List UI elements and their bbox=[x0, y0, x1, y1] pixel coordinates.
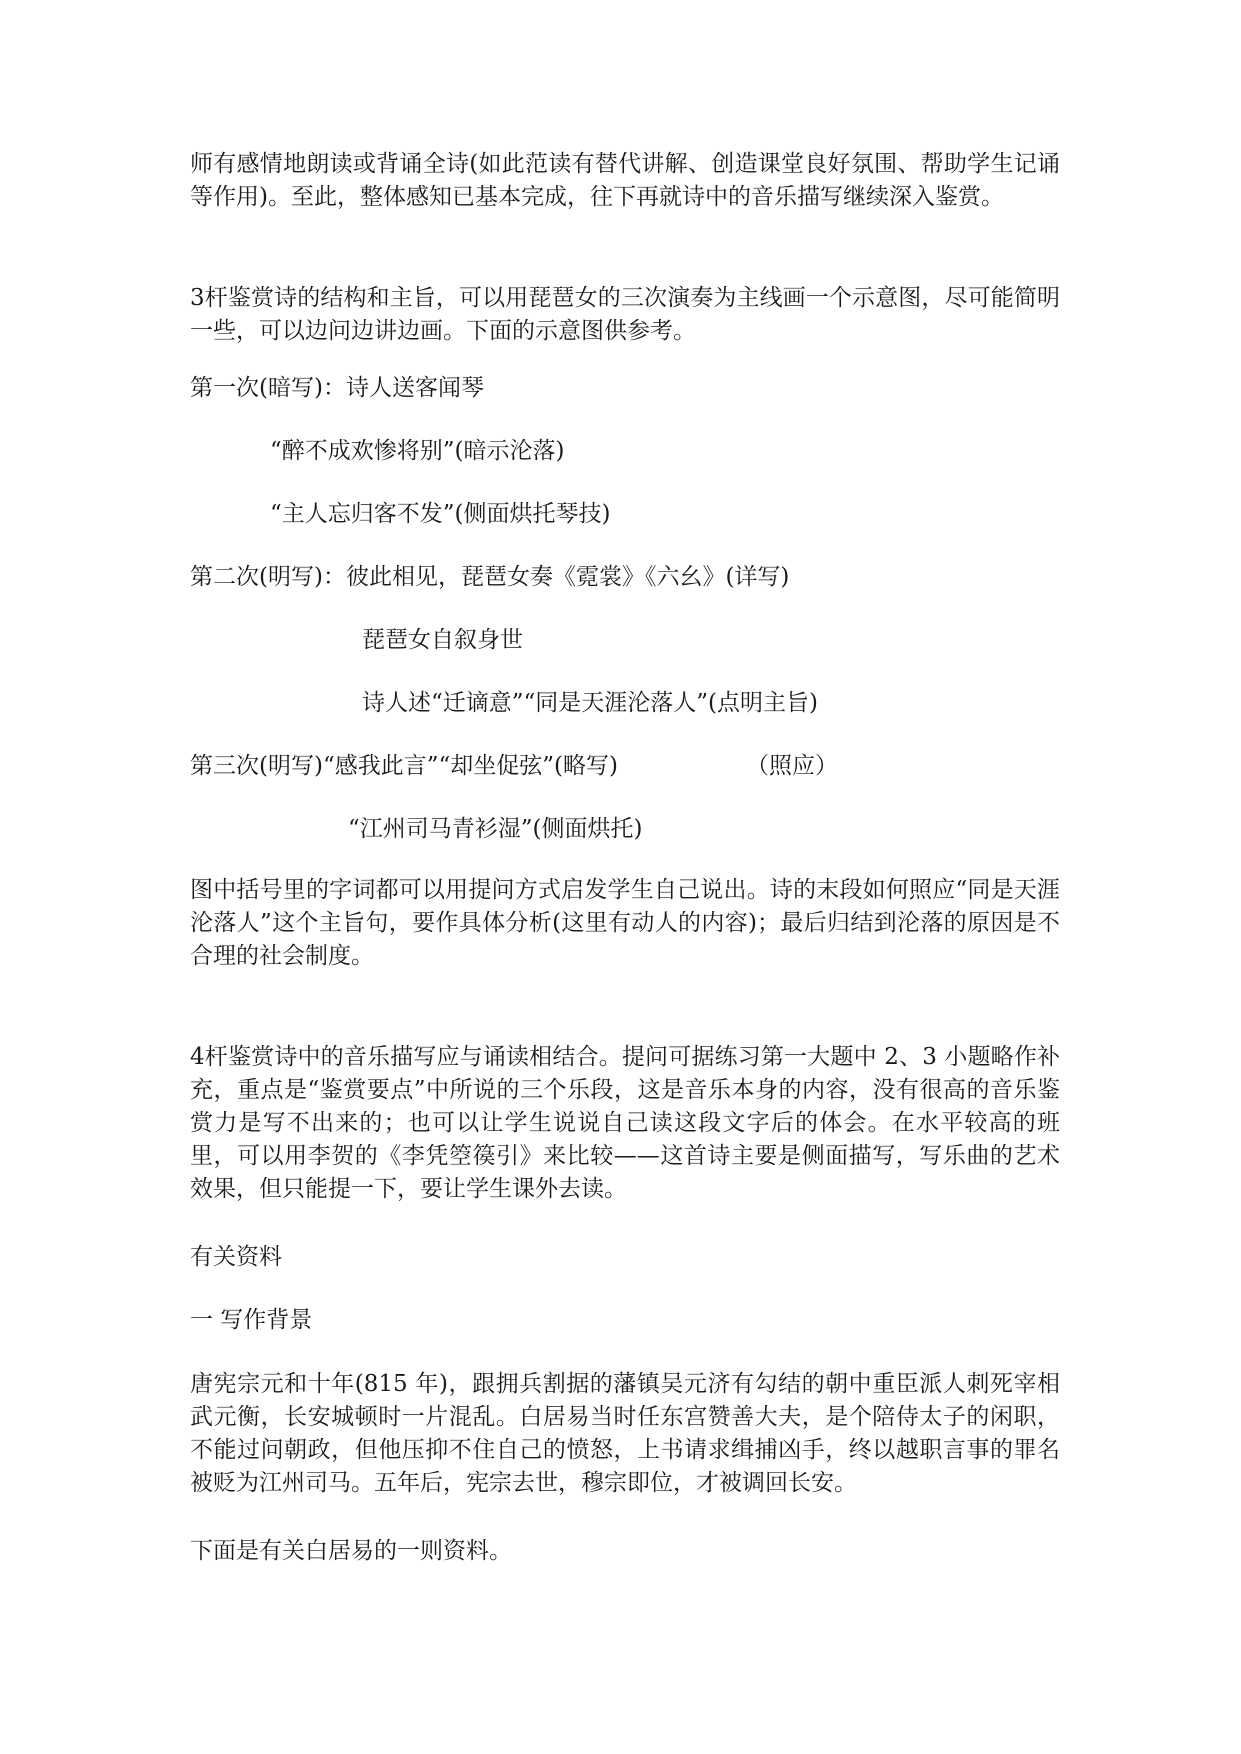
diagram-second-detail-a: 琵琶女自叙身世 bbox=[362, 627, 523, 653]
diagram-second-performance: 第二次(明写)：彼此相见，琵琶女奏《霓裳》《六幺》(详写) bbox=[190, 564, 790, 590]
paragraph-structure: 3杆鉴赏诗的结构和主旨，可以用琵琶女的三次演奏为主线画一个示意图，尽可能简明一些，可以边问边讲边画。下面的示意图供参考。 bbox=[190, 285, 1060, 344]
paragraph-music-appreciation: 4杆鉴赏诗中的音乐描写应与诵读相结合。提问可据练习第一大题中 2、3 小题略作补充，重点是“鉴赏要点”中所说的三个乐段，这是音乐本身的内容，没有很高的音乐鉴赏力是写不出来的；也可以让学生说说自己读这段文字后的体会。在水平较高的班里，可以用李贺的《李凭箜篌引》来比较——这首诗主要是侧面描写，写乐曲的艺术效果，但只能提一下，要让学生课外去读。 bbox=[190, 1044, 1060, 1202]
diagram-first-detail-b: “主人忘归客不发”(侧面烘托琴技) bbox=[270, 501, 611, 527]
diagram-first-detail-a: “醉不成欢惨将别”(暗示沦落) bbox=[270, 438, 565, 464]
diagram-third-note: （照应） bbox=[746, 753, 838, 779]
diagram-third-performance: 第三次(明写)“感我此言”“却坐促弦”(略写) bbox=[190, 753, 618, 779]
heading-writing-background: 一 写作背景 bbox=[190, 1307, 313, 1333]
diagram-first-performance: 第一次(暗写)：诗人送客闻琴 bbox=[190, 375, 484, 401]
heading-related-materials: 有关资料 bbox=[190, 1244, 282, 1270]
paragraph-diagram-notes: 图中括号里的字词都可以用提问方式启发学生自己说出。诗的末段如何照应“同是天涯沦落人”这个主旨句，要作具体分析(这里有动人的内容)；最后归结到沦落的原因是不合理的社会制度。 bbox=[190, 877, 1060, 969]
paragraph-recitation: 师有感情地朗读或背诵全诗(如此范读有替代讲解、创造课堂良好氛围、帮助学生记诵等作用)。至此，整体感知已基本完成，往下再就诗中的音乐描写继续深入鉴赏。 bbox=[190, 151, 1060, 210]
paragraph-bai-juyi-intro: 下面是有关白居易的一则资料。 bbox=[190, 1538, 512, 1564]
diagram-second-detail-b: 诗人述“迁谪意”“同是天涯沦落人”(点明主旨) bbox=[362, 690, 818, 716]
diagram-third-detail: “江州司马青衫湿”(侧面烘托) bbox=[348, 816, 643, 842]
paragraph-background: 唐宪宗元和十年(815 年)，跟拥兵割据的藩镇吴元济有勾结的朝中重臣派人刺死宰相武元衡，长安城顿时一片混乱。白居易当时任东宫赞善大夫，是个陪侍太子的闲职，不能过问朝政，但他压抑不住自己的愤怒，上书请求缉捕凶手，终以越职言事的罪名被贬为江州司马。五年后，宪宗去世，穆宗即位，才被调回长安。 bbox=[190, 1371, 1060, 1496]
